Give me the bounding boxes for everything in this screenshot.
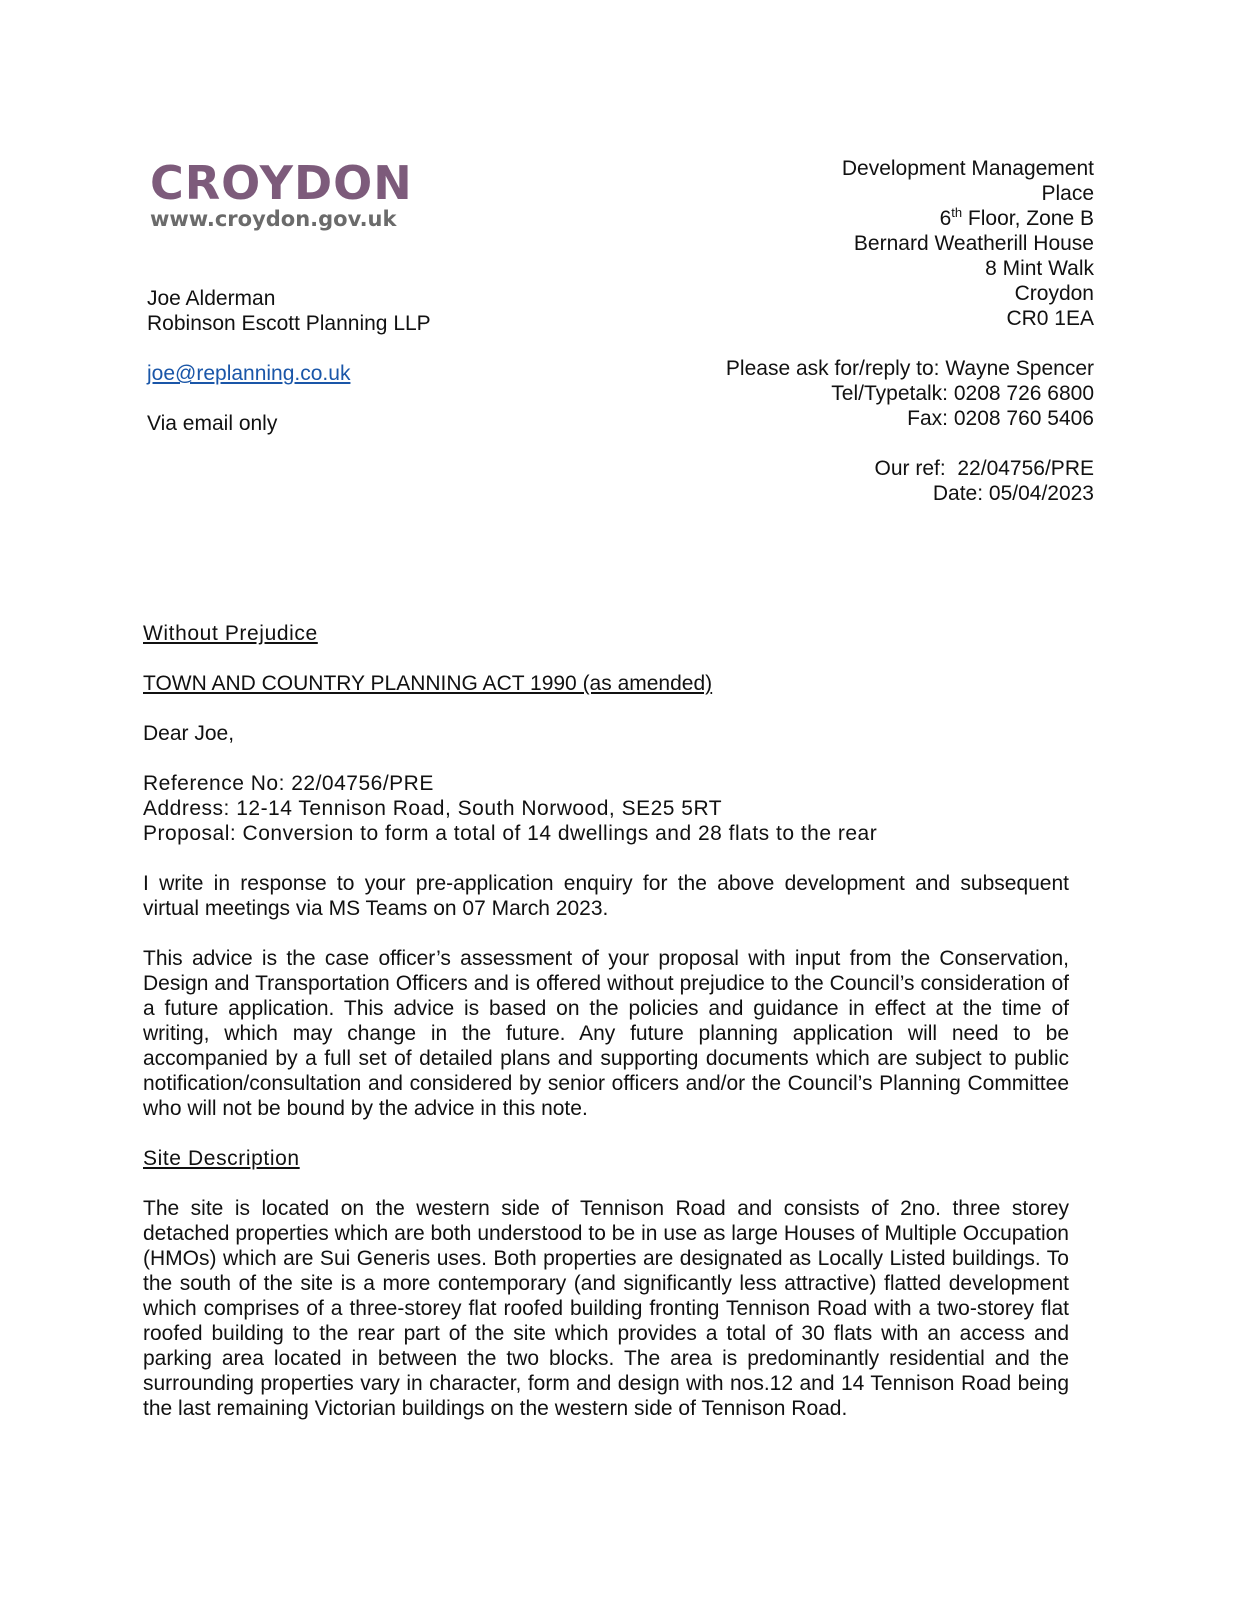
sender-tel: Tel/Typetalk: 0208 726 6800 [831,382,1094,405]
sender-fax: Fax: 0208 760 5406 [907,407,1094,430]
site-address: Address: 12-14 Tennison Road, South Norwood, SE25 5RT [143,797,723,820]
site-description-heading: Site Description [143,1147,300,1170]
proposal: Proposal: Conversion to form a total of 14 dwellings and 28 flats to the rear [143,822,878,845]
salutation: Dear Joe, [143,722,235,745]
sender-address-block [726,156,1094,506]
reference-number: Reference No: 22/04756/PRE [143,772,434,795]
sender-town: Croydon [1014,282,1094,305]
recipient-email-link[interactable]: joe@replanning.co.uk [147,362,351,385]
reference-block [143,771,1069,846]
act-heading: TOWN AND COUNTRY PLANNING ACT 1990 (as amended) [143,672,713,695]
croydon-logo [150,156,413,232]
intro-paragraph: I write in response to your pre-application enquiry for the above development and subsequent virtual meetings via MS Teams on 07 March 2023. [143,872,1069,920]
sender-our-ref: Our ref: 22/04756/PRE [874,457,1094,480]
floor-number: 6 [939,207,952,230]
floor-suffix: th [951,205,963,220]
sender-department: Development Management [841,157,1094,180]
sender-date: Date: 05/04/2023 [932,482,1094,505]
floor-rest: Floor, Zone B [962,207,1094,230]
logo-wordmark: CROYDON [150,156,413,210]
letter-body [143,621,1069,1446]
sender-division: Place [1041,182,1094,205]
site-description-paragraph: The site is located on the western side of Tennison Road and consists of 2no. three storey detached properties which are both understood to be in use as large Houses of Multiple Occupation (HMOs) which are Sui Generis uses. Both properties are designated as Locally Listed buildings. To the south of the site is a more contemporary (and significantly less attractive) flatted development which comprises of a three-storey flat roofed building fronting Tennison Road with a two-storey flat roofed building to the rear part of the site which provides a total of 30 flats with an access and parking area located in between the two blocks. The area is predominantly residential and the surrounding properties vary in character, form and design with nos.12 and 14 Tennison Road being the last remaining Victorian buildings on the western side of Tennison Road. [143,1197,1069,1420]
sender-floor [726,206,1094,231]
advice-paragraph: This advice is the case officer’s assessment of your proposal with input from the Conservation, Design and Transportation Officers and is offered without prejudice to the Council’s consideration of a future application. This advice is based on the policies and guidance in effect at the time of writing, which may change in the future. Any future planning application will need to be accompanied by a full set of detailed plans and supporting documents which are subject to public notification/consultation and considered by senior officers and/or the Council’s Planning Committee who will not be bound by the advice in this note. [143,947,1069,1120]
sender-contact: Please ask for/reply to: Wayne Spencer [725,357,1094,380]
sender-postcode: CR0 1EA [1006,307,1094,330]
recipient-block [147,286,431,436]
recipient-company: Robinson Escott Planning LLP [147,312,431,335]
sender-building: Bernard Weatherill House [853,232,1094,255]
logo-url: www.croydon.gov.uk [150,207,397,231]
recipient-delivery: Via email only [147,412,278,435]
without-prejudice-heading: Without Prejudice [143,622,318,645]
sender-street: 8 Mint Walk [985,257,1094,280]
recipient-name: Joe Alderman [147,287,276,310]
